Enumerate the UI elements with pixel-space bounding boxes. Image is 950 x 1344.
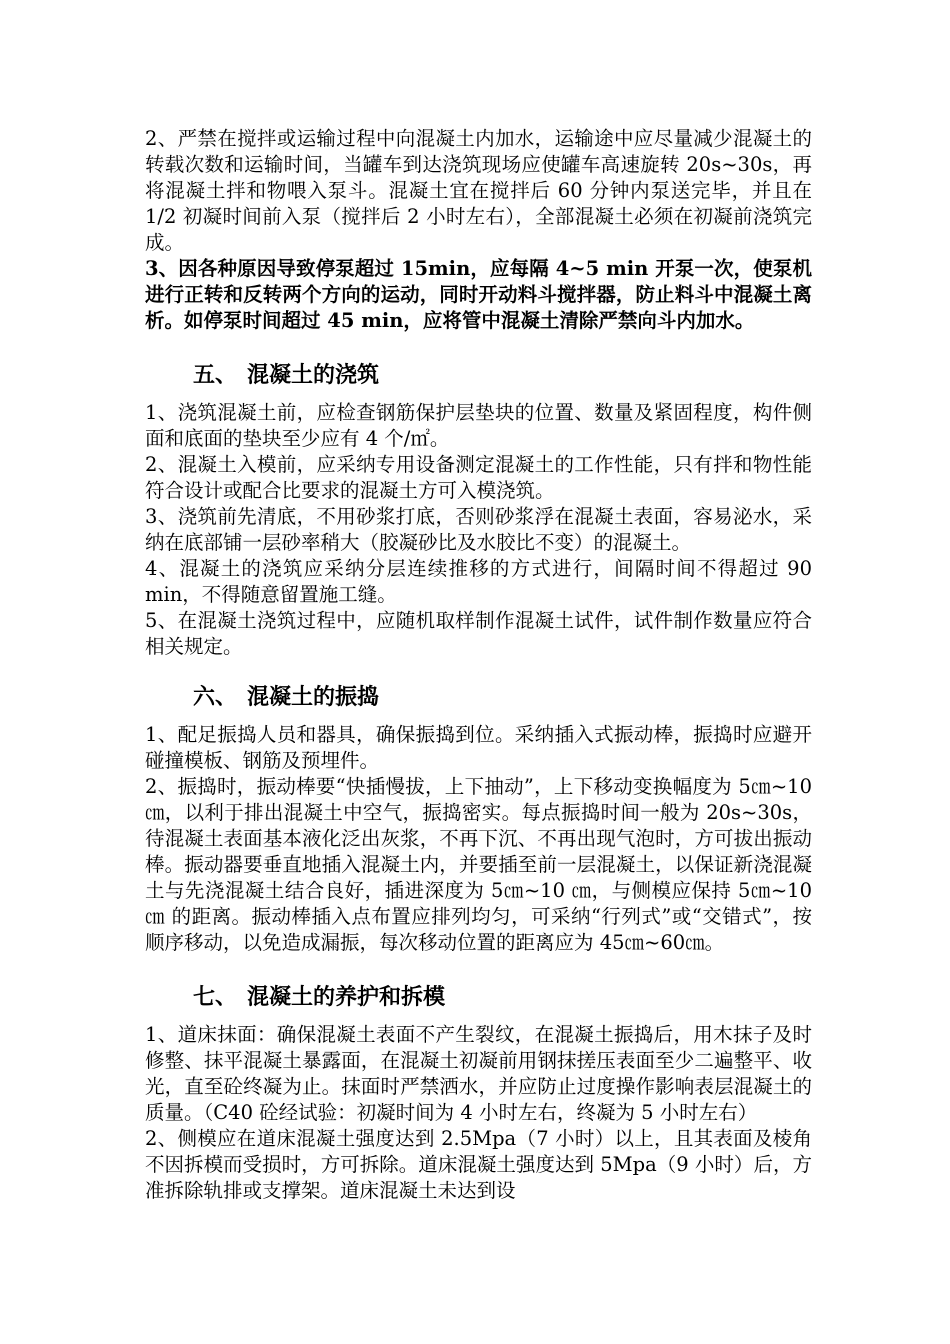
paragraph: 1、道床抹面：确保混凝土表面不产生裂纹，在混凝土振捣后，用木抹子及时修整、抹平混凝土暴露面，在混凝土初凝前用钢抹搓压表面至少二遍整平、收光，直至砼终凝为止。抹面时严禁洒水，并应防止过度操作影响表层混凝土的质量。（C40 砼经试验：初凝时间为 4 小时左右，终凝为 5 小时左右） — [145, 1023, 812, 1124]
heading-number: 七、 — [193, 984, 238, 1010]
heading-title: 混凝土的振捣 — [247, 684, 380, 710]
section-heading-7 — [193, 982, 445, 1012]
heading-number: 六、 — [193, 684, 238, 710]
paragraph: 2、严禁在搅拌或运输过程中向混凝土内加水，运输途中应尽量减少混凝土的转载次数和运输时间，当罐车到达浇筑现场应使罐车高速旋转 20s~30s，再将混凝土拌和物喂入泵斗。混凝土宜在搅拌后 60 分钟内泵送完毕，并且在 1/2 初凝时间前入泵（搅拌后 2 小时左右），全部混凝土必须在初凝前浇筑完成。 — [145, 127, 812, 254]
paragraph: 5、在混凝土浇筑过程中，应随机取样制作混凝土试件，试件制作数量应符合相关规定。 — [145, 609, 812, 658]
section-heading-6 — [193, 682, 379, 712]
paragraph: 1、配足振捣人员和器具，确保振捣到位。采纳插入式振动棒，振捣时应避开碰撞模板、钢筋及预埋件。 — [145, 723, 812, 772]
paragraph-bold: 3、因各种原因导致停泵超过 15min，应每隔 4~5 min 开泵一次，使泵机进行正转和反转两个方向的运动，同时开动料斗搅拌器，防止料斗中混凝土离析。如停泵时间超过 45 min，应将管中混凝土清除严禁向斗内加水。 — [145, 257, 812, 332]
heading-title: 混凝土的浇筑 — [247, 362, 380, 388]
section7-body — [145, 1022, 812, 1204]
paragraph: 2、侧模应在道床混凝土强度达到 2.5Mpa（7 小时）以上，且其表面及棱角不因拆模而受损时，方可拆除。道床混凝土强度达到 5Mpa（9 小时）后，方准拆除轨排或支撑架。道床混凝土未达到设 — [145, 1127, 812, 1202]
paragraph: 2、混凝土入模前，应采纳专用设备测定混凝土的工作性能，只有拌和物性能符合设计或配合比要求的混凝土方可入模浇筑。 — [145, 453, 812, 502]
paragraph: 3、浇筑前先清底，不用砂浆打底，否则砂浆浮在混凝土表面，容易泌水，采纳在底部铺一层砂率稍大（胶凝砂比及水胶比不变）的混凝土。 — [145, 505, 812, 554]
heading-number: 五、 — [193, 362, 238, 388]
section-heading-5 — [193, 360, 379, 390]
section6-body — [145, 722, 812, 956]
heading-title: 混凝土的养护和拆模 — [247, 984, 446, 1010]
section4-tail — [145, 126, 812, 334]
paragraph: 1、浇筑混凝土前，应检查钢筋保护层垫块的位置、数量及紧固程度，构件侧面和底面的垫块至少应有 4 个/㎡。 — [145, 401, 812, 450]
paragraph: 2、振捣时，振动棒要“快插慢拔，上下抽动”，上下移动变换幅度为 5㎝~10 ㎝，以利于排出混凝土中空气，振捣密实。每点振捣时间一般为 20s~30s，待混凝土表面基本液化泛出灰浆，不再下沉、不再出现气泡时，方可拔出振动棒。振动器要垂直地插入混凝土内，并要插至前一层混凝土，以保证新浇混凝土与先浇混凝土结合良好，插进深度为 5㎝~10 ㎝，与侧模应保持 5㎝~10 ㎝ 的距离。振动棒插入点布置应排列均匀，可采纳“行列式”或“交错式”，按顺序移动，以免造成漏振，每次移动位置的距离应为 45㎝~60㎝。 — [145, 775, 812, 954]
section5-body — [145, 400, 812, 660]
paragraph: 4、混凝土的浇筑应采纳分层连续推移的方式进行，间隔时间不得超过 90 min，不得随意留置施工缝。 — [145, 557, 812, 606]
